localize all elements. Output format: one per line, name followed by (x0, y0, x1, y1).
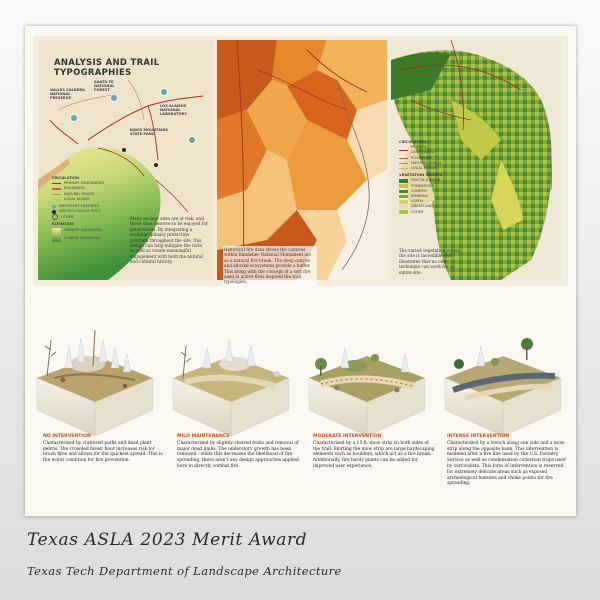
legend-item: RIPARIAN (411, 194, 428, 199)
intervention-text: Characterized by a 15 ft. mow strip on both sides of the trail. Skirting the mow strip are large hardscaping elements such as boulders, which act as a fire break. Additionally, fire hardy plants can be added for improved user experience. (313, 440, 435, 469)
award-board (25, 26, 576, 516)
legend-item: NATURAL ROADS (411, 160, 442, 165)
legend-item: IMPORTANT FEATURES (59, 204, 100, 209)
map-legend (52, 174, 106, 242)
legend-item: PRIMARY DESIGNATED (410, 145, 435, 155)
legend-item: ROADWAYS (411, 155, 432, 160)
legend-heading: ELEVATION (52, 222, 75, 227)
legend-heading: CIRCULATION (52, 176, 79, 180)
legend-item: LOCAL ROADS (411, 166, 437, 171)
intervention-description (313, 434, 437, 470)
pin-icon (52, 205, 56, 209)
vegetation-legend (399, 138, 451, 215)
department-name: Texas Tech Department of Landscape Architecture (27, 564, 342, 578)
legend-item: ROADWAYS (64, 186, 85, 191)
intervention-description (447, 434, 571, 487)
legend-heading: VEGETATION GROUPS (399, 173, 443, 178)
map-caption: Many ancient sites are at risk, and these sites deserve to be enjoyed for generations. By integrating a multidisciplinary protection program throughout the site, this design can help mitigate the risks as well as create meaningful engagement with both the natural and cultural history. (130, 216, 208, 265)
legend-heading: CIRCULATION (399, 140, 426, 144)
intervention-text: Characterized by slightly cleared trails and removal of major dead limbs. The understory growth has been removed - while this decreases the likelihood of fire spreading, there aren't any design approaches applied here to directly combat fire. (177, 440, 299, 469)
legend-item: LOWEST ELEVATION (64, 236, 100, 241)
block-intense-intervention (445, 338, 561, 436)
intervention-text: Characterized by a trench along one side and a mow strip along the opposite bank. This intervention is modeled after a fire line used by the U.S. Forestry Service as well as condensation collection traps used by survivalists. This form of intervention is reserved for extremely delicate areas such as exposed archeological features and choke points for fire spreading. (447, 440, 566, 487)
intervention-title: NO INTERVENTION (43, 434, 91, 439)
elevation-map-panel (38, 40, 213, 280)
place-label: VALLES CALDERA NATIONAL PRESERVE (50, 88, 85, 100)
fire-history-map (217, 40, 387, 280)
intervention-description (43, 434, 167, 464)
other-icon (52, 214, 58, 220)
block-moderate-intervention (309, 348, 425, 436)
intervention-title: INTENSE INTERVENTION (447, 434, 510, 439)
legend-item: ARCHEOLOGICAL SITES (59, 209, 101, 214)
vegetation-map-panel (391, 40, 561, 280)
block-mild-maintenance (173, 340, 289, 436)
legend-item: LOCAL ROADS (64, 196, 90, 201)
intervention-title: MILD MAINTENANCE (177, 434, 230, 439)
legend-item: ASPEN (411, 199, 423, 204)
place-label: SANTA FE NATIONAL FOREST (94, 80, 115, 92)
place-label: LOS ALAMOS NATIONAL LABORATORY (160, 104, 187, 116)
intervention-description (177, 434, 301, 470)
legend-item: NATURAL ROADS (64, 191, 95, 196)
legend-item: CONIFER (411, 188, 427, 193)
intervention-text: Characterized by cluttered paths and dead plant debris. The crowded forest floor increases risk for brush fires and allows for the quickest spread. This is the worst condition for fire prevention. (43, 440, 163, 464)
place-label: DAVIS MOUNTAINS STATE PARK (130, 128, 168, 136)
legend-item: OTHER (61, 214, 74, 219)
intervention-blocks (25, 316, 576, 446)
legend-item: OTHER (411, 209, 424, 214)
site-icon (52, 210, 56, 214)
block-no-intervention (37, 330, 153, 436)
legend-item: PONDEROSA (411, 183, 434, 188)
legend-item: PRIMARY DESIGNATED (64, 181, 105, 186)
intervention-title: MODERATE INTERVENTION (313, 434, 382, 439)
board-title: ANALYSIS AND TRAIL TYPOGRAPHIES (54, 58, 160, 78)
fire-map-panel (217, 40, 387, 285)
legend-item: HIGHEST ELEVATION (64, 227, 101, 232)
map-caption: The varied vegetation within the site is incredible and illustrates that no one technique can work for an entire site. (399, 248, 461, 275)
award-title: Texas ASLA 2023 Merit Award (27, 530, 308, 550)
legend-item: GRASSLAND (411, 204, 434, 209)
legend-item: PINYON-JUNIPER (411, 178, 441, 183)
map-caption: Historical fire data shows the canyons within Bandelier National Monument act as a natural fire break. The deep canyon and alluvial ecosystems provide a buffer. This along with the concept of a sort fire used in active fires inspired the trail typologies. (223, 246, 317, 286)
